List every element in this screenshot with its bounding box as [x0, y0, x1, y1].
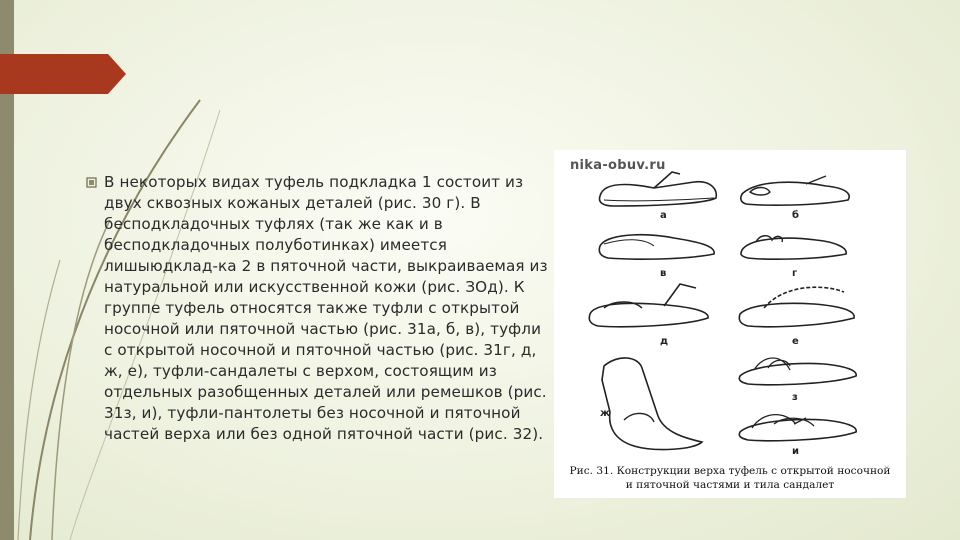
shoe-illustration-z	[734, 346, 864, 390]
figure-label-e: е	[792, 336, 799, 347]
watermark-text: nika-obuv.ru	[570, 158, 666, 173]
figure-label-v: в	[660, 268, 667, 279]
accent-banner	[0, 54, 126, 94]
shoe-illustration-zh	[584, 346, 714, 456]
caption-line-1: Рис. 31. Конструкции верха туфель с открытой носочной	[569, 465, 891, 477]
shoe-illustration-v	[594, 226, 724, 266]
figure-label-d: д	[660, 336, 669, 347]
figure-caption	[558, 464, 902, 492]
shoe-illustration-b	[736, 170, 856, 212]
shoe-illustration-i	[734, 402, 864, 446]
body-paragraph: В некоторых видах туфель подкладка 1 состоит из двух сквозных кожаных деталей (рис. 30 г). В бесподкладочных туфлях (так же как и в бесподкладочных полуботинках) имеется лишыюдклад-ка 2 в пяточной части, выкраиваемая из натуральной или искусственной кожи (рис. ЗОд). К группе туфель относятся также туфли с открытой носочной или пяточной частью (рис. 31а, б, в), туфли с открытой носочной и пяточной частью (рис. 31г, д, ж, е), туфли-сандалеты с верхом, состоящим из отдельных разобщенных деталей или ремешков (рис. 31з, и), туфли-пантолеты без носочной и пяточной частей верха или без одной пяточной части (рис. 32).	[104, 173, 548, 443]
figure-label-g: г	[792, 268, 798, 279]
shoe-figure	[554, 150, 906, 498]
figure-label-zh: ж	[600, 408, 610, 419]
figure-label-a: а	[660, 210, 667, 221]
shoe-illustration-e	[734, 278, 864, 334]
shoe-illustration-d	[584, 278, 724, 334]
shoe-illustration-a	[594, 170, 724, 212]
figure-label-z: з	[792, 392, 798, 403]
figure-label-b: б	[792, 210, 799, 221]
figure-label-i: и	[792, 446, 800, 457]
caption-line-2: и пяточной частями и тила сандалет	[625, 479, 835, 491]
square-bullet-icon	[86, 177, 97, 188]
shoe-illustration-g	[736, 226, 856, 266]
